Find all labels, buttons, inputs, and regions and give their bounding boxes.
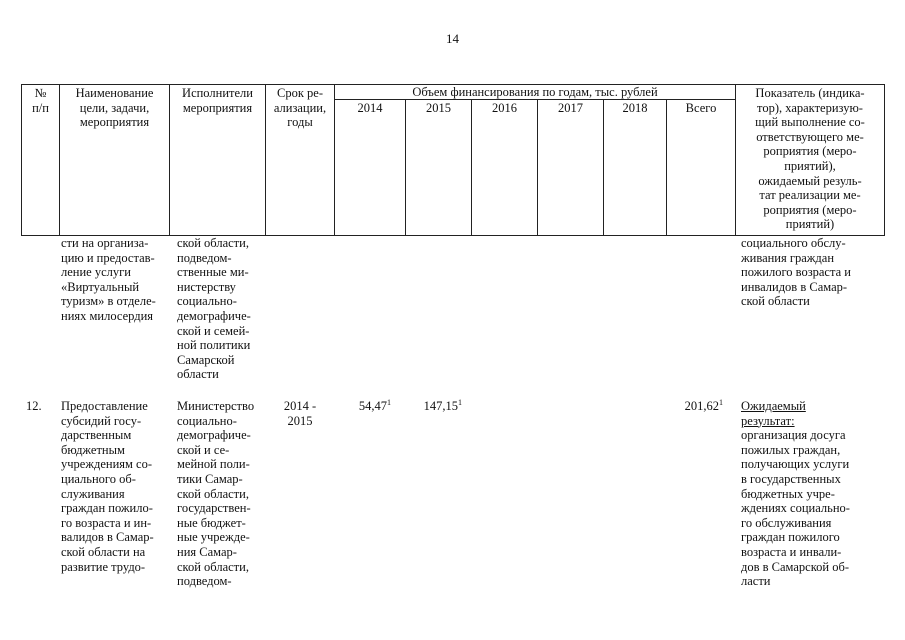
page-number: 14 (446, 31, 459, 46)
continued-executors: ской области, подведом- ственные ми- нистерству социально- демографиче- ской и семей- ной политики Самарской области (177, 236, 251, 382)
header-year-2017: 2017 (558, 101, 583, 115)
header-num: № п/п (32, 86, 49, 115)
header-term: Срок ре- ализации, годы (273, 86, 327, 130)
expected-result-heading: Ожидаемый (741, 399, 806, 413)
row12-executors: Министерство социально- демографиче- ской и се- мейной поли- тики Самар- ской области, государствен- ные бюджет- ные учрежде- ния Самар- ской области, подведом- (177, 399, 255, 589)
continued-name: сти на организа- цию и предостав- ление услуги «Виртуальный туризм» в отделе- ниях милосердия (61, 236, 156, 323)
row12-indicator: Ожидаемый результат: организация досуга пожилых граждан, получающих услуги в государственных бюджетных учре- ждениях социально- го обслуживания граждан пожилого возраста и инвали- дов в Самарской об- ласти (741, 399, 865, 589)
header-year-2015: 2015 (426, 101, 451, 115)
header-executors: Исполнители мероприятия (182, 86, 253, 115)
header-year-2016: 2016 (492, 101, 517, 115)
header-year-2014: 2014 (357, 101, 383, 115)
header-year-2018: 2018 (622, 101, 648, 115)
footnote-mark: 1 (387, 397, 391, 407)
row12-value-2014: 54,47$^1$ (358, 397, 391, 413)
header-indicator: Показатель (индика- тор), характеризую- щий выполнение со- ответствующего ме- роприятия (меро- приятий), ожидаемый резуль- тат реализации ме- роприятия (меро- приятий) (755, 86, 865, 232)
row12-num: 12. (26, 399, 42, 413)
row12-term: 2014 - 2015 (283, 399, 317, 428)
row12-value-2015: 147,15$^1$ (423, 397, 462, 413)
header-funding: Объем финансирования по годам, тыс. рублей (412, 85, 658, 99)
expected-result-heading: результат: (741, 413, 795, 428)
header-name: Наименование цели, задачи, мероприятия (75, 86, 154, 130)
header-total: Всего (685, 101, 717, 115)
row12-value-total: 201,62$^1$ (684, 397, 723, 413)
continued-indicator: социального обслу- живания граждан пожилого возраста и инвалидов в Самар- ской области (741, 236, 851, 309)
footnote-mark: 1 (458, 397, 462, 407)
footnote-mark: 1 (719, 397, 723, 407)
row12-name: Предоставление субсидий госу- дарственным бюджетным учреждениям со- циального об- служивания граждан пожило- го возраста и ин- валидов в Самар- ской области на развитие трудо- (61, 399, 154, 574)
